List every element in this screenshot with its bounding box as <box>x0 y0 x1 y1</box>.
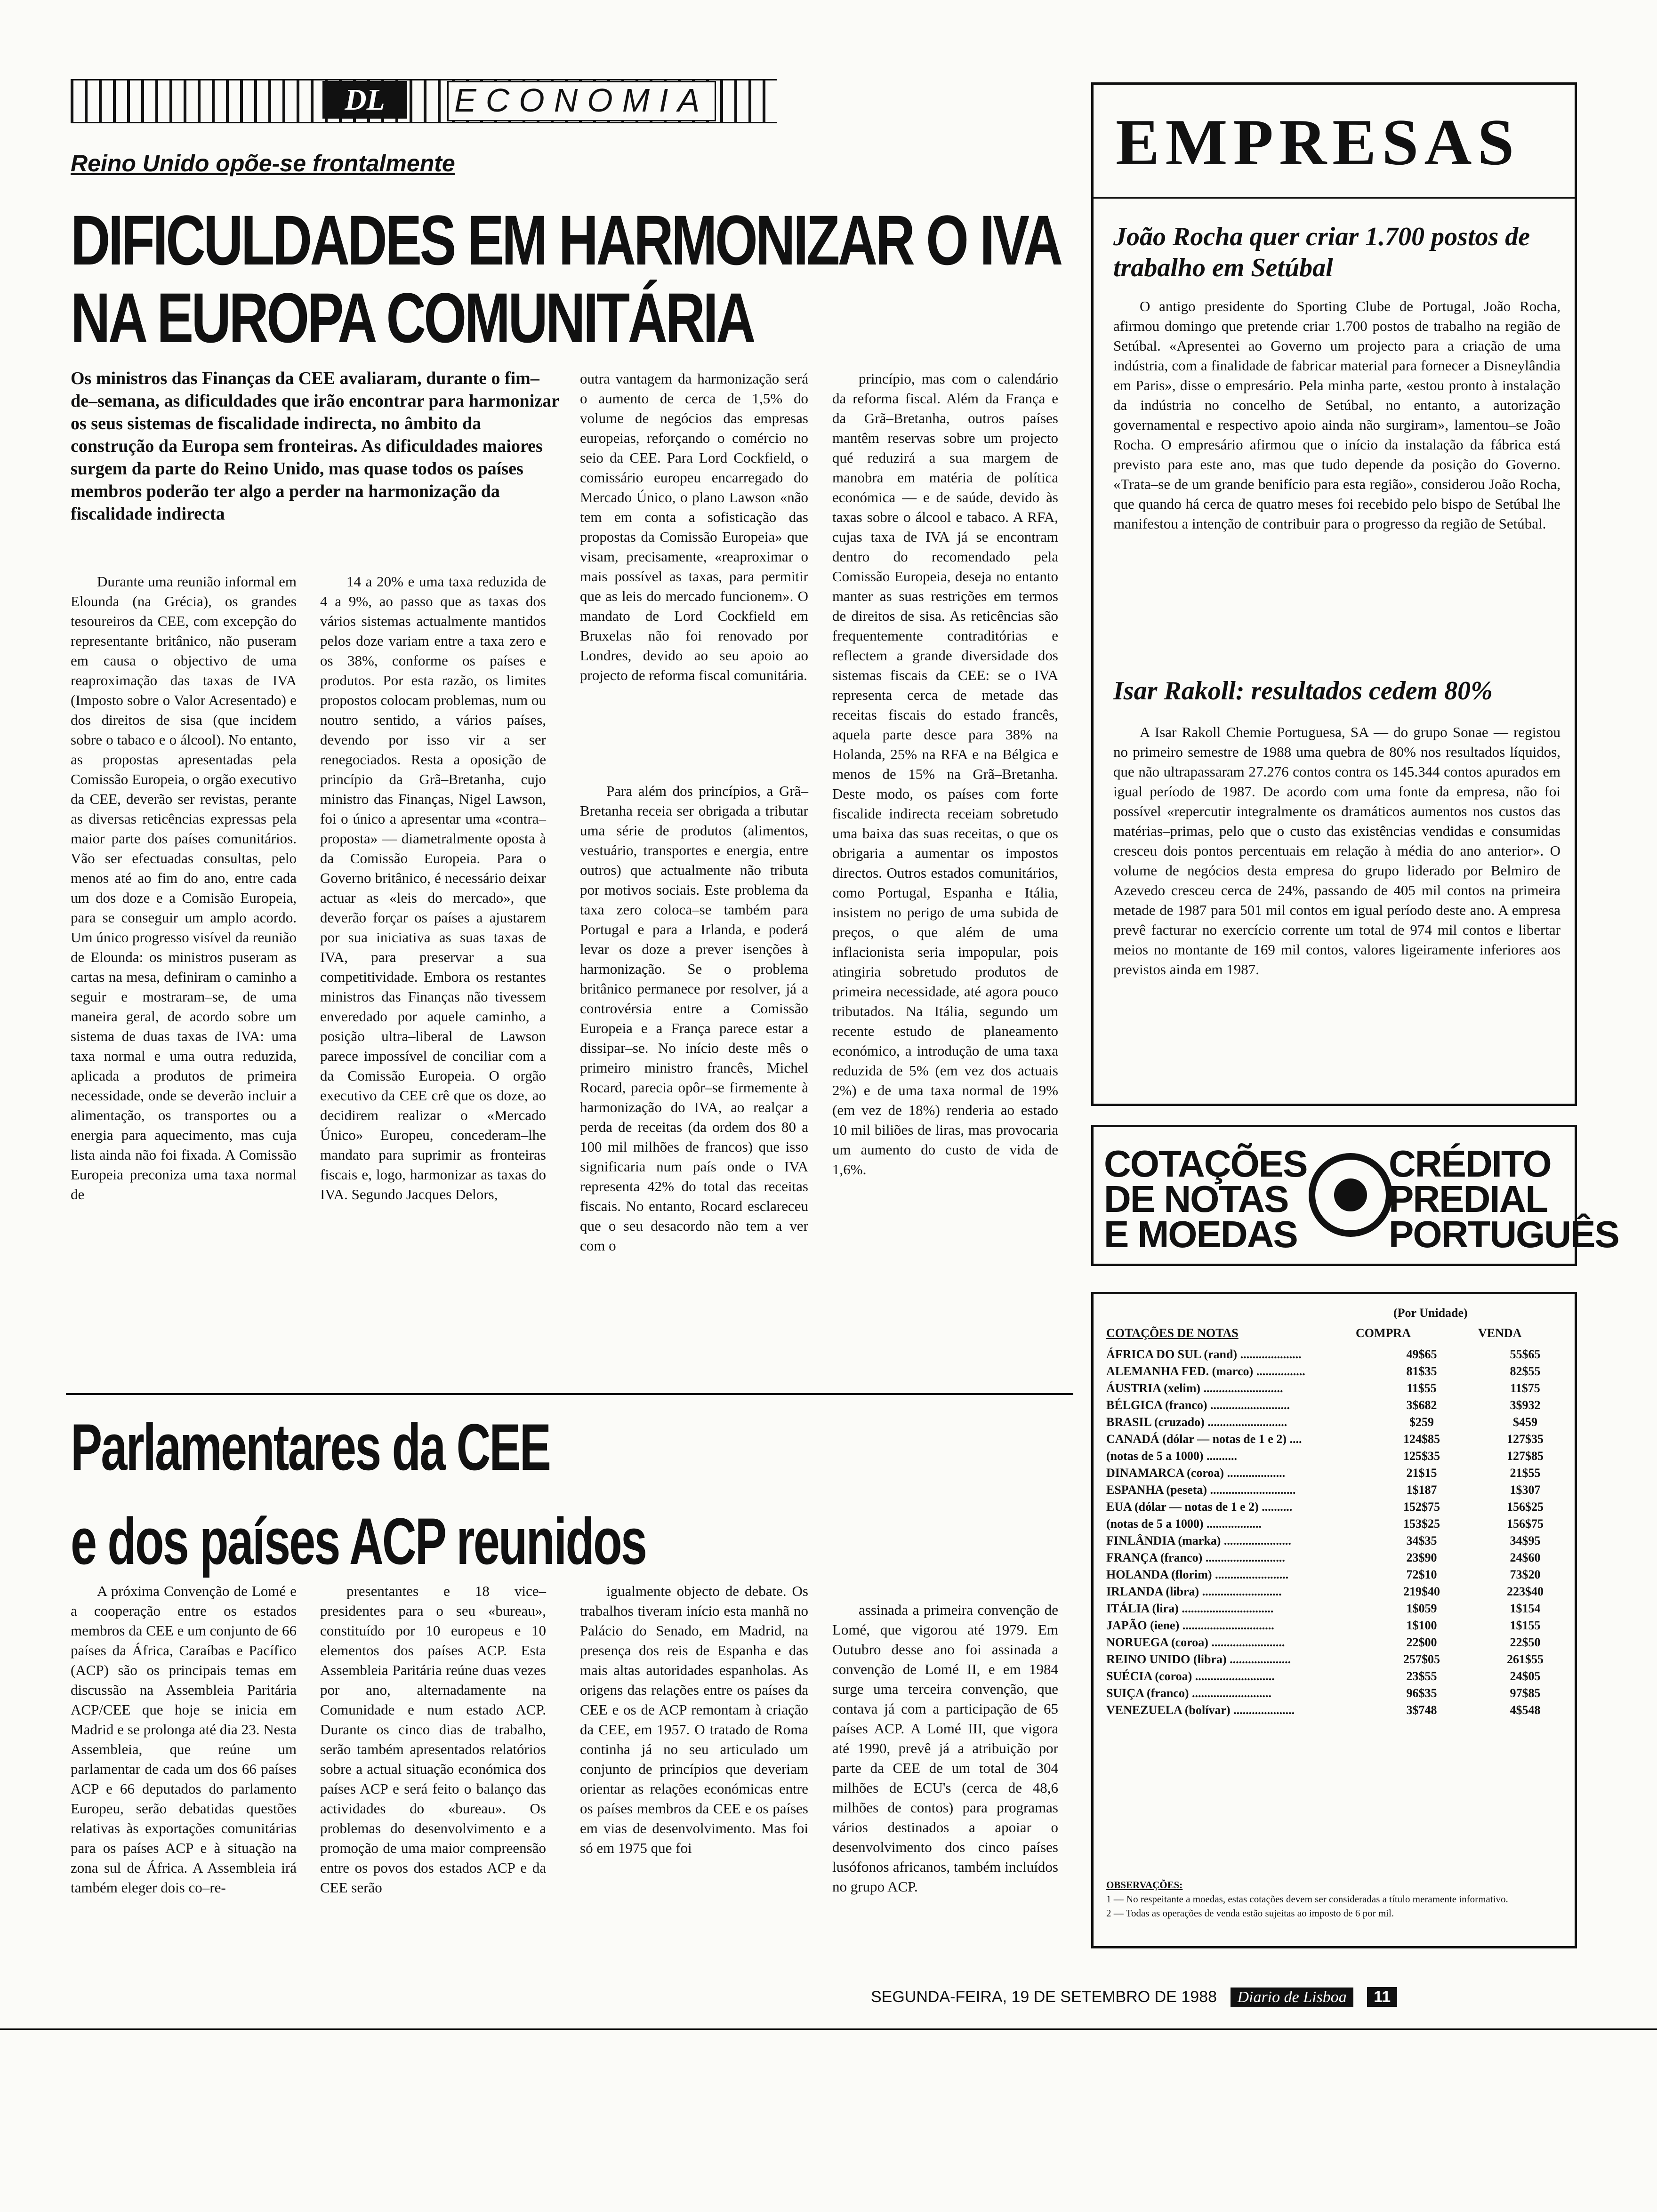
rate-currency: ALEMANHA FED. (marco) ................ <box>1106 1364 1305 1378</box>
rate-buy: 21$15 <box>1406 1466 1437 1480</box>
second-article-column-2: presentantes e 18 vice–presidentes para o seu «bureau», constituído por 10 europeus e 10 elementos dos países ACP. Esta Assembleia Paritária reúne duas vezes por ano, alternadamente na Comunidade e num estado ACP. Durante os cinco dias de trabalho, serão também apresentados relatórios sobre a actual situação económica dos países ACP e será feito o balanço das actividades do «bureau». Os problemas do desenvolvimento e a promoção de uma maior compreensão entre os povos dos estados ACP e da CEE serão <box>320 1583 546 1896</box>
rate-currency: SUÉCIA (coroa) .......................... <box>1106 1669 1275 1683</box>
rate-buy: 153$25 <box>1403 1517 1440 1531</box>
rate-row <box>1106 1549 1577 1566</box>
rate-row <box>1106 1685 1577 1702</box>
rates-banner-line-1: COTAÇÕES <box>1104 1143 1307 1185</box>
rate-sell: 1$155 <box>1510 1619 1541 1632</box>
rate-buy: 3$682 <box>1406 1398 1437 1412</box>
rate-sell: 55$65 <box>1510 1347 1541 1361</box>
rate-sell: 82$55 <box>1510 1364 1541 1378</box>
footer-date: SEGUNDA-FEIRA, 19 DE SETEMBRO DE 1988 <box>871 1988 1217 2006</box>
rate-row <box>1106 1397 1577 1414</box>
rate-sell: 22$50 <box>1510 1635 1541 1649</box>
rate-buy: 124$85 <box>1403 1432 1440 1446</box>
rates-col-buy: COMPRA <box>1356 1326 1411 1340</box>
newspaper-logo: DL <box>322 81 407 119</box>
article-column-1: Durante uma reunião informal em Elounda (na Grécia), os grandes tesoureiros da CEE, com excepção do representante britânico, não puseram em causa o objectivo de uma reaproximação das taxas de IVA (Imposto sobre o Valor Acresentado) e dos direitos de sisa (que incidem sobre o tabaco e o álcool). No entanto, as propostas apresentadas pela Comissão Europeia, o orgão executivo da CEE, deverão ser revistas, perante as diversas reticências expressas pela maior parte dos países comunitários. Vão ser efectuadas consultas, pelo menos até ao fim do ano, entre cada um dos doze e a Comisão Europeia, para se conseguir um amplo acordo. Um único progresso visível da reunião de Elounda: os ministros puseram as cartas na mesa, definiram o caminho a seguir e mostraram–se, de uma maneira geral, de acordo sobre um sistema de duas taxas de IVA: uma taxa normal e uma outra reduzida, aplicada a produtos de primeira necessidade, onde se deverão incluir a alimentação, os transportes ou a energia para aquecimento, mas cuja lista ainda não foi fixada. A Comissão Europeia preconiza uma taxa normal de <box>71 573 297 1202</box>
rate-row <box>1106 1414 1577 1431</box>
rate-row <box>1106 1668 1577 1685</box>
page-footer <box>871 1987 1577 2007</box>
rate-buy: 96$35 <box>1406 1686 1437 1700</box>
rate-buy: 152$75 <box>1403 1500 1440 1514</box>
bank-name-line-1: CRÉDITO <box>1389 1143 1551 1185</box>
rate-currency: REINO UNIDO (libra) .................... <box>1106 1652 1291 1666</box>
rate-sell: 156$75 <box>1507 1517 1544 1531</box>
empresas-story2-body: A Isar Rakoll Chemie Portuguesa, SA — do grupo Sonae — registou no primeiro semestre de 1988 uma quebra de 80% nos resultados líquidos, que não ultrapassaram 27.276 contos contra os 145.344 contos apurados em igual período de 1987. De acordo com uma fonte da empresa, não foi possível «repercutir integralmente os dramáticos aumentos nos custos das matérias–primas, pelo que o custo das existências vendidas e consumidas cresceu dois pontos percentuais em relação à média do ano anterior». O volume de negócios desta empresa do grupo liderado por Belmiro de Azevedo cresceu cerca de 24%, passando de 405 mil contos na primeira metade de 1987 para 501 mil contos em igual período deste ano. A empresa prevê facturar no exercício corrente um total de 974 mil contos e libertar meios no montante de 169 mil contos, valores ligeiramente inferiores aos previstos ainda em 1987. <box>1113 724 1560 978</box>
rate-sell: 1$154 <box>1510 1602 1541 1615</box>
rate-row <box>1106 1651 1577 1668</box>
note-1: 1 — No respeitante a moedas, estas cotações devem ser consideradas a título meramente informativo. <box>1106 1893 1508 1905</box>
bank-name-line-3: PORTUGUÊS <box>1389 1213 1619 1255</box>
rate-buy: 219$40 <box>1403 1585 1440 1598</box>
rate-sell: $459 <box>1513 1415 1537 1429</box>
rate-sell: 3$932 <box>1510 1398 1541 1412</box>
rate-currency: VENEZUELA (bolívar) .................... <box>1106 1703 1295 1717</box>
rate-row <box>1106 1583 1577 1600</box>
rate-row <box>1106 1380 1577 1397</box>
article-divider <box>66 1393 1073 1395</box>
article-lede: Os ministros das Finanças da CEE avaliaram, durante o fim–de–semana, as dificuldades que irão encontrar para harmonizar os seus sistemas de fiscalidade indirecta, no âmbito da construção da Europa sem fronteiras. As dificuldades maiores surgem da parte do Reino Unido, mas quase todos os países membros poderão ter algo a perder na harmonização da fiscalidade indirecta <box>71 369 559 524</box>
article-kicker: Reino Unido opõe-se frontalmente <box>71 150 455 176</box>
rate-row <box>1106 1634 1577 1651</box>
empresas-title: EMPRESAS <box>1116 106 1520 179</box>
rate-buy: $259 <box>1409 1415 1434 1429</box>
rate-buy: 11$55 <box>1407 1381 1437 1395</box>
empresas-story1-headline: João Rocha quer criar 1.700 postos de trabalho em Setúbal <box>1113 222 1530 282</box>
rate-buy: 81$35 <box>1406 1364 1437 1378</box>
empresas-story1-body: O antigo presidente do Sporting Clube de Portugal, João Rocha, afirmou domingo que pretende criar 1.700 postos de trabalho na região de Setúbal. «Apresentei ao Governo um projecto para a criação de uma indústria, com a finalidade de fabricar material para fornecer a Disneylândia em Paris», disse o empresário. Pela minha parte, «estou pronto à instalação da indústria no concelho de Setúbal, no entanto, a autorização governamental e respectivo apoio ainda não surgiram», lamentou–se João Rocha. O empresário afirmou que o início da instalação da fábrica está previsto para este ano, mas que tudo depende da posição do Governo. «Trata–se de um grande benifício para esta região», considerou João Rocha, que quando há cerca de quatro meses foi recebido pelo bispo de Setúbal lhe manifestou a intenção de contribuir para o progresso da região de Setúbal. <box>1113 298 1560 532</box>
rate-row <box>1106 1346 1577 1363</box>
credito-predial-logo-icon <box>1309 1153 1392 1237</box>
article-lede-column-3: outra vantagem da harmonização será o aumento de cerca de 1,5% do volume de negócios das empresas europeias, reforçando o comércio no seio da CEE. Para Lord Cockfield, o comissário europeu encarregado do Mercado Único, o plano Lawson «não tem em conta a sofisticação das propostas da Comissão Europeia» que visam, precisamente, «reaproximar o mais possível as taxas, para permitir que as leis do mercado funcionem». O mandato de Lord Cockfield em Bruxelas não foi renovado por Londres, devido ao seu apoio ao projecto de reforma fiscal comunitária. <box>580 370 808 683</box>
rate-currency: EUA (dólar — notas de 1 e 2) .......... <box>1106 1500 1293 1514</box>
rates-notes <box>1106 1878 1568 1920</box>
rate-buy: 23$55 <box>1406 1669 1437 1683</box>
second-headline-line-2: e dos países ACP reunidos <box>71 1504 646 1578</box>
rate-buy: 22$00 <box>1406 1635 1437 1649</box>
rate-sell: 1$307 <box>1510 1483 1541 1497</box>
section-title: ECONOMIA <box>447 81 716 121</box>
footer-paper-name: Diario de Lisboa <box>1231 1988 1353 2007</box>
empresas-title-rule <box>1094 197 1575 199</box>
rate-sell: 73$20 <box>1510 1568 1541 1581</box>
footer-page-number: 11 <box>1367 1987 1397 2007</box>
rate-sell: 97$85 <box>1510 1686 1541 1700</box>
rates-unit-label: (Por Unidade) <box>1393 1306 1468 1320</box>
rate-buy: 72$10 <box>1406 1568 1437 1581</box>
rate-row <box>1106 1600 1577 1617</box>
rate-currency: ÁUSTRIA (xelim) .......................... <box>1106 1381 1283 1395</box>
rates-col-name: COTAÇÕES DE NOTAS <box>1106 1326 1239 1340</box>
rate-currency: HOLANDA (florim) ........................ <box>1106 1568 1289 1581</box>
rate-row <box>1106 1482 1577 1499</box>
headline-line-1: DIFICULDADES EM HARMONIZAR O IVA <box>71 200 1061 280</box>
rate-currency: BÉLGICA (franco) .......................... <box>1106 1398 1290 1412</box>
rate-sell: 223$40 <box>1507 1585 1544 1598</box>
empresas-story2-headline: Isar Rakoll: resultados cedem 80% <box>1113 676 1493 705</box>
rate-sell: 24$60 <box>1510 1551 1541 1564</box>
second-headline-line-1: Parlamentares da CEE <box>71 1410 550 1484</box>
rate-sell: 24$05 <box>1510 1669 1541 1683</box>
rate-row <box>1106 1363 1577 1380</box>
article-column-2: 14 a 20% e uma taxa reduzida de 4 a 9%, ao passo que as taxas dos vários sistemas actualmente mantidos pelos doze variam entre a taxa zero e os 38%, conforme os países e produtos. Por esta razão, os limites propostos colocam problemas, num ou noutro sentido, a vários países, devendo por isso vir a ser renegociados. Resta a oposição de princípio da Grã–Bretanha, cujo ministro das Finanças, Nigel Lawson, foi o único a apresentar uma «contra–proposta» — diametralmente oposta à da Comissão Europeia. Para o Governo britânico, é necessário deixar actuar as «leis do mercado», que deverão forçar os países a ajustarem por sua iniciativa as suas taxas de IVA, para preservar a sua competitividade. Embora os restantes ministros das Finanças não tivessem enveredado por aquele caminho, a posição ultra–liberal de Lawson parece impossível de conciliar com a da Comissão Europeia. O orgão executivo da CEE crê que os doze, ao decidirem realizar o «Mercado Único» Europeu, concederam–lhe mandato para suprimir as fronteiras fiscais e, logo, harmonizar as taxas do IVA. Segundo Jacques Delors, <box>320 573 546 1202</box>
headline-line-2: NA EUROPA COMUNITÁRIA <box>71 278 754 357</box>
article-column-4: princípio, mas com o calendário da reforma fiscal. Além da França e da Grã–Bretanha, outros países mantêm reservas sobre um projecto qué reduzirá a sua margem de manobra em matéria de política económica — e de saúde, devido às taxas sobre o álcool e tabaco. A RFA, cujas taxa de IVA já se encontram dentro do recomendado pela Comissão Europeia, deseja no entanto manter as suas restrições em termos de direitos de sisa. As reticências são frequentemente contraditórias e reflectem a grande diversidade dos sistemas fiscais da CEE: se o IVA representa cerca de metade das receitas fiscais do estado francês, aquela parte desce para 38% na Holanda, 25% na RFA e na Bélgica e menos de 15% na Grã–Bretanha. Deste modo, os países com forte fiscalide indirecta receiam sobretudo uma baixa das suas receitas, o que os obrigaria a aumentar os impostos directos. Outros estados comunitários, como Portugal, Espanha e Itália, insistem no perigo de uma subida de preços, o que além de uma inflacionista seria impopular, pois atingiria sobretudo produtos de primeira necessidade, até agora pouco tributados. Na Itália, segundo um recente estudo de planeamento económico, a introdução de uma taxa reduzida de 5% (em vez dos actuais 2%) e de uma taxa normal de 19% (em vez de 18%) renderia ao estado 10 mil biliões de liras, mas provocaria um aumento do custo de vida de 1,6%. <box>832 370 1058 1178</box>
note-2: 2 — Todas as operações de venda estão sujeitas ao imposto de 6 por mil. <box>1106 1907 1394 1919</box>
rate-sell: 156$25 <box>1507 1500 1544 1514</box>
rate-buy: 34$35 <box>1406 1534 1437 1547</box>
rate-currency: JAPÃO (iene) .............................. <box>1106 1619 1274 1632</box>
rate-currency: (notas de 5 a 1000) .................. <box>1106 1517 1262 1531</box>
rate-buy: 1$059 <box>1406 1602 1437 1615</box>
rate-currency: FRANÇA (franco) .......................... <box>1106 1551 1285 1564</box>
rate-currency: CANADÁ (dólar — notas de 1 e 2) .... <box>1106 1432 1302 1446</box>
rate-row <box>1106 1566 1577 1583</box>
rate-sell: 34$95 <box>1510 1534 1541 1547</box>
rate-sell: 4$548 <box>1510 1703 1541 1717</box>
notes-title: OBSERVAÇÕES: <box>1106 1879 1183 1891</box>
rate-buy: 23$90 <box>1406 1551 1437 1564</box>
rate-currency: ESPANHA (peseta) ............................ <box>1106 1483 1296 1497</box>
second-article-column-3: igualmente objecto de debate. Os trabalhos tiveram início esta manhã no Palácio do Senado, em Madrid, na presença dos reis de Espanha e das mais altas autoridades espanholas. As origens das relações entre os países da CEE e os de ACP remontam à criação da CEE, em 1957. O tratado de Roma continha já no seu articulado um conjunto de princípios que deveriam orientar as relações económicas entre os países membros da CEE e os países em vias de desenvolvimento. Mas foi só em 1975 que foi <box>580 1583 808 1856</box>
rate-row <box>1106 1465 1577 1482</box>
rates-table <box>1106 1346 1577 1719</box>
rate-currency: NORUEGA (coroa) ........................ <box>1106 1635 1285 1649</box>
rate-currency: BRASIL (cruzado) .......................... <box>1106 1415 1287 1429</box>
rate-sell: 21$55 <box>1510 1466 1541 1480</box>
rate-buy: 125$35 <box>1403 1449 1440 1463</box>
rate-row <box>1106 1448 1577 1465</box>
rate-row <box>1106 1617 1577 1634</box>
second-article-column-1: A próxima Convenção de Lomé e a cooperação entre os estados membros da CEE e um conjunto de 66 países da África, Caraíbas e Pacífico (ACP) são os principais temas em discussão na Assembleia Paritária ACP/CEE que hoje se inicia em Madrid e se prolonga até dia 23. Nesta Assembleia, que reúne um parlamentar de cada um dos 66 países ACP e 66 deputados do parlamento Europeu, serão debatidas questões relativas às exportações comunitárias para os países ACP e à situação na zona sul de África. A Assembleia irá também eleger dois co–re- <box>71 1583 297 1896</box>
rate-currency: DINAMARCA (coroa) ................... <box>1106 1466 1286 1480</box>
bank-name-line-2: PREDIAL <box>1389 1178 1548 1220</box>
rate-row <box>1106 1702 1577 1719</box>
page-bottom-rule <box>0 2028 1657 2030</box>
rate-sell: 127$85 <box>1507 1449 1544 1463</box>
rate-currency: FINLÂNDIA (marka) ...................... <box>1106 1534 1291 1547</box>
rate-row <box>1106 1515 1577 1532</box>
rate-sell: 127$35 <box>1507 1432 1544 1446</box>
rate-buy: 1$187 <box>1406 1483 1437 1497</box>
rates-banner-line-3: E MOEDAS <box>1104 1213 1297 1255</box>
rate-sell: 11$75 <box>1510 1381 1540 1395</box>
rate-row <box>1106 1431 1577 1448</box>
rate-sell: 261$55 <box>1507 1652 1544 1666</box>
rate-buy: 49$65 <box>1406 1347 1437 1361</box>
rate-buy: 1$100 <box>1406 1619 1437 1632</box>
rates-banner-line-2: DE NOTAS <box>1104 1178 1288 1220</box>
rate-buy: 3$748 <box>1406 1703 1437 1717</box>
rate-currency: ITÁLIA (lira) .............................. <box>1106 1602 1274 1615</box>
rate-row <box>1106 1499 1577 1515</box>
rate-currency: (notas de 5 a 1000) .......... <box>1106 1449 1238 1463</box>
rate-buy: 257$05 <box>1403 1652 1440 1666</box>
rate-currency: IRLANDA (libra) .......................... <box>1106 1585 1282 1598</box>
second-article-column-4: assinada a primeira convenção de Lomé, que vigorou até 1979. Em Outubro desse ano foi assinada a convenção de Lomé II, e em 1984 surge uma terceira convenção, que contava já com a participação de 65 países ACP. A Lomé III, que vigora até 1990, prevê já a atribuição por parte da CEE de um total de 304 milhões de ECU's (cerca de 48,6 milhões de contos) para programas vários destinados a apoiar o desenvolvimento dos cinco países lusófonos africanos, também incluídos no grupo ACP. <box>832 1602 1058 1895</box>
rates-col-sell: VENDA <box>1478 1326 1522 1340</box>
rate-currency: ÁFRICA DO SUL (rand) .................... <box>1106 1347 1302 1361</box>
article-column-3: Para além dos princípios, a Grã–Bretanha receia ser obrigada a tributar uma série de produtos (alimentos, vestuário, transportes e energia, entre outros) que actualmente não tributa por motivos sociais. Este problema da taxa zero coloca–se também para Portugal e para a Irlanda, e poderá levar os doze a prever isenções à harmonização. Se o problema britânico permanece por resolver, já a controvérsia entre a Comissão Europeia e a França parece estar a dissipar–se. No início deste mês o primeiro ministro francês, Michel Rocard, parecia opôr–se firmemente à harmonização do IVA, ao realçar a perda de receitas (da ordem dos 80 a 100 mil milhões de francos) que isso significaria num país onde o IVA representa 42% do total das receitas fiscais. No entanto, Rocard esclareceu que o seu desacordo não tem a ver com o <box>580 783 808 1254</box>
rate-currency: SUIÇA (franco) .......................... <box>1106 1686 1271 1700</box>
rate-row <box>1106 1532 1577 1549</box>
